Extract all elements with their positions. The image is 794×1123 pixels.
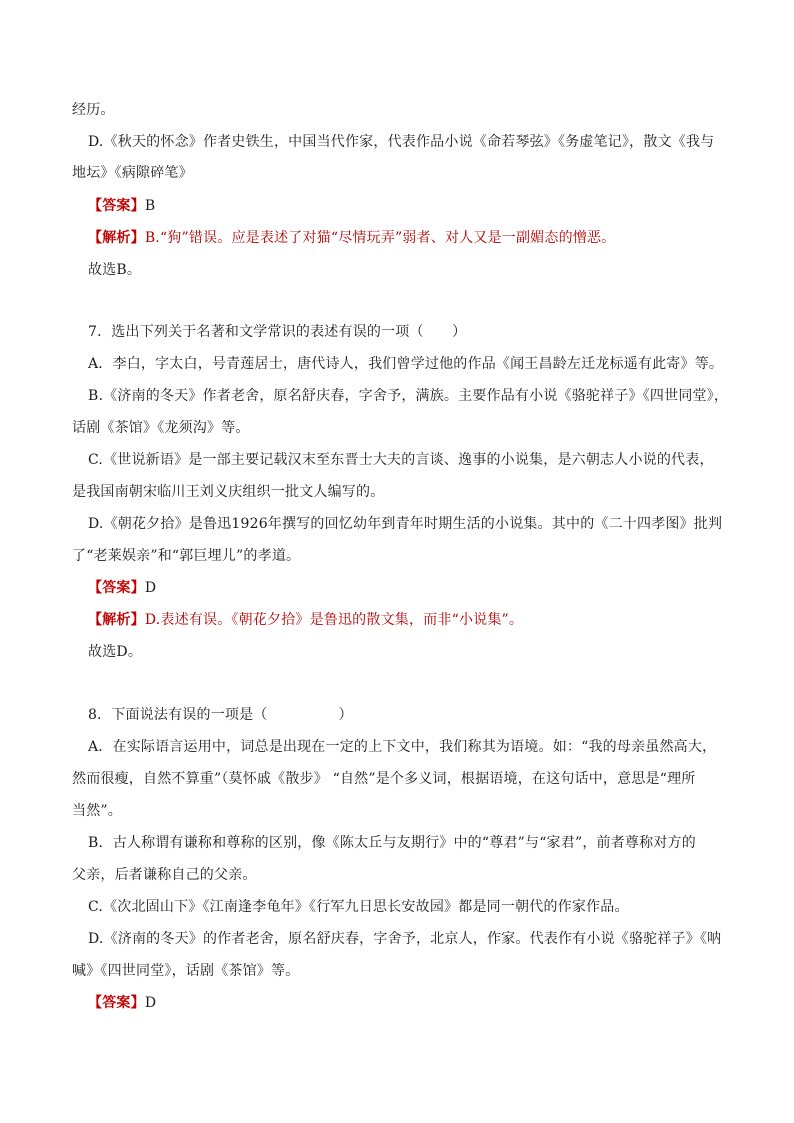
answer-value: D <box>144 580 157 596</box>
q7-option-c-line1: C.《世说新语》是一部主要记载汉末至东晋士大夫的言谈、逸事的小说集，是六朝志人小说的代表， <box>88 452 714 468</box>
q7-conclusion: 故选D。 <box>88 644 143 660</box>
q7-option-c-line2: 是我国南朝宋临川王刘义庆组织一批文人编写的。 <box>72 484 385 500</box>
q6-conclusion: 故选B。 <box>88 262 142 278</box>
analysis-tag: 【解析】 <box>88 230 145 246</box>
q8-option-b-line1: B．古人称谓有谦称和尊称的区别，像《陈太丘与友期行》中的“尊君”与“家君”，前者尊称对方的 <box>88 835 696 851</box>
q6-tail-line: 经历。 <box>72 102 115 118</box>
q8-option-d-line1: D.《济南的冬天》的作者老舍，原名舒庆春，字舍予，北京人，作家。代表作有小说《骆驼祥子》《呐 <box>88 931 722 947</box>
answer-tag: 【答案】 <box>88 198 145 214</box>
q8-option-a-line2: 然而很瘦，自然不算重”（莫怀戚《散步》 “自然”是个多义词，根据语境，在这句话中，意思是“理所 <box>72 771 696 787</box>
q7-analysis <box>88 610 748 630</box>
analysis-tag: 【解析】 <box>88 612 145 628</box>
q8-option-d-line2: 喊》《四世同堂》，话剧《茶馆》等。 <box>72 963 300 979</box>
q8-option-a-line1: A．在实际语言运用中，词总是出现在一定的上下文中，我们称其为语境。如：“我的母亲虽然高大， <box>88 739 717 755</box>
q7-option-d-line2: 了“老莱娱亲”和“郭巨埋儿”的孝道。 <box>72 548 301 564</box>
q7-option-a: A．李白，字太白，号青莲居士，唐代诗人，我们曾学过他的作品《闻王昌龄左迁龙标遥有此寄》等。 <box>88 356 724 372</box>
answer-tag: 【答案】 <box>88 580 145 596</box>
q7-option-b-line2: 话剧《茶馆》《龙须沟》等。 <box>72 420 250 436</box>
q6-option-d-line1: D.《秋天的怀念》作者史铁生，中国当代作家，代表作品小说《命若琴弦》《务虚笔记》，散文《我与 <box>88 134 715 150</box>
q7-option-d-line1: D.《朝花夕拾》是鲁迅1926年撰写的回忆幼年到青年时期生活的小说集。其中的《二十四孝图》批判 <box>88 516 723 532</box>
q7-answer <box>88 578 748 598</box>
q7-option-b-line1: B.《济南的冬天》作者老舍，原名舒庆春，字舍予，满族。主要作品有小说《骆驼祥子》《四世同堂》， <box>88 388 729 404</box>
q6-analysis <box>88 228 748 248</box>
q7-stem: 7．选出下列关于名著和文学常识的表述有误的一项（ ） <box>88 324 467 340</box>
q8-option-c: C.《次北固山下》《江南逢李龟年》《行军九日思长安故园》都是同一朝代的作家作品。 <box>88 899 629 915</box>
q8-option-a-line3: 当然”。 <box>72 803 122 819</box>
q8-option-b-line2: 父亲，后者谦称自己的父亲。 <box>72 867 257 883</box>
q6-answer <box>88 196 748 216</box>
answer-value: D <box>144 995 157 1011</box>
q8-answer <box>88 993 748 1013</box>
answer-tag: 【答案】 <box>88 995 145 1011</box>
q6-option-d-line2: 地坛》《病隙碎笔》 <box>72 165 193 181</box>
analysis-text: D.表述有误。《朝花夕拾》是鲁迅的散文集，而非“小说集”。 <box>144 612 524 628</box>
q8-stem: 8．下面说法有误的一项是（ ） <box>88 707 353 723</box>
answer-value: B <box>144 198 156 214</box>
analysis-text: B.“狗”错误。应是表述了对猫“尽情玩弄”弱者、对人又是一副媚态的憎恶。 <box>144 230 616 246</box>
